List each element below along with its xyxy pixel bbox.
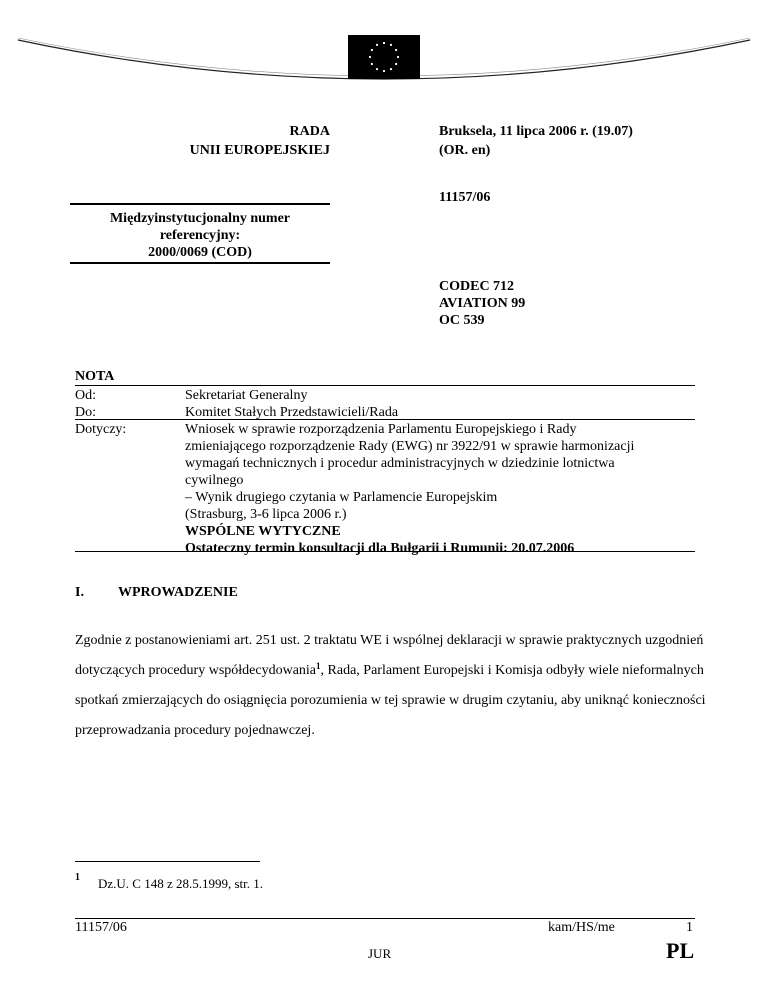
section-number: I. <box>75 585 84 600</box>
flag-star <box>397 56 399 58</box>
flag-star <box>376 44 378 46</box>
note-title: NOTA <box>75 369 115 384</box>
footnote-separator <box>75 861 260 862</box>
flag-star <box>390 68 392 70</box>
to-label: Do: <box>75 405 96 420</box>
footnote-number: 1 <box>75 872 80 883</box>
from-label: Od: <box>75 388 96 403</box>
section-title: WPROWADZENIE <box>118 585 238 600</box>
footer-doc-number: 11157/06 <box>75 920 127 935</box>
classification-codes: CODEC 712 AVIATION 99 OC 539 <box>439 279 526 328</box>
interinstitutional-reference: Międzyinstytucjonalny numer referencyjny: 2000/0069 (COD) <box>109 211 291 260</box>
footnote-reference: 1 <box>316 661 321 671</box>
body-paragraph: Zgodnie z postanowieniami art. 251 ust. 2 traktatu WE i wspólnej deklaracji w sprawie praktycznych uzgodnień dotyczących procedury współdecydowania$^1$, Rada, Parlament Europejski i Komisja odbyły wiele nieformalnych spotkań zmierzających do osiągnięcia porozumienia w tej sprawie w drugim czytaniu, aby uniknąć konieczności przeprowadzania procedury pojednawczej. <box>75 633 706 738</box>
divider-top <box>70 203 330 205</box>
footer-language: PL <box>666 938 695 963</box>
eu-stars-icon <box>348 35 420 79</box>
note-rule <box>75 385 695 386</box>
flag-star <box>369 56 371 58</box>
to-value: Komitet Stałych Przedstawicieli/Rada <box>185 405 399 420</box>
flag-star <box>383 42 385 44</box>
date-block: Bruksela, 11 lipca 2006 r. (19.07) (OR. en) <box>439 124 633 158</box>
subject-label: Dotyczy: <box>75 422 127 437</box>
footer-initials: kam/HS/me <box>548 920 615 935</box>
footer-department: JUR <box>368 946 392 961</box>
document-number: 11157/06 <box>439 190 491 205</box>
flag-star <box>371 63 373 65</box>
subject-text: Wniosek w sprawie rozporządzenia Parlamentu Europejskiego i Rady zmieniającego rozporządzenie Rady (EWG) nr 3922/91 w sprawie harmonizacji wymagań technicznych i procedur administracyjnych w dziedzinie lotnictwa cywilnego – Wynik drugiego czytania w Parlamencie Europejskim (Strasburg, 3-6 lipca 2006 r.) WSPÓLNE WYTYCZNE Ostateczny termin konsultacji dla Bułgarii i Rumunii: 20.07.2006 <box>185 422 635 556</box>
footnote-text: Dz.U. C 148 z 28.5.1999, str. 1. <box>98 876 264 891</box>
flag-star <box>390 44 392 46</box>
eu-flag-logo <box>348 35 420 79</box>
divider-bottom <box>70 262 330 264</box>
flag-star <box>371 49 373 51</box>
from-value: Sekretariat Generalny <box>185 388 308 403</box>
flag-star <box>395 63 397 65</box>
flag-star <box>376 68 378 70</box>
footer-page-number: 1 <box>686 920 693 935</box>
council-name: RADA UNII EUROPEJSKIEJ <box>189 124 330 158</box>
footer-rule <box>75 918 695 919</box>
subject-rule <box>75 551 695 552</box>
flag-star <box>395 49 397 51</box>
flag-star <box>383 70 385 72</box>
to-rule <box>75 419 695 420</box>
